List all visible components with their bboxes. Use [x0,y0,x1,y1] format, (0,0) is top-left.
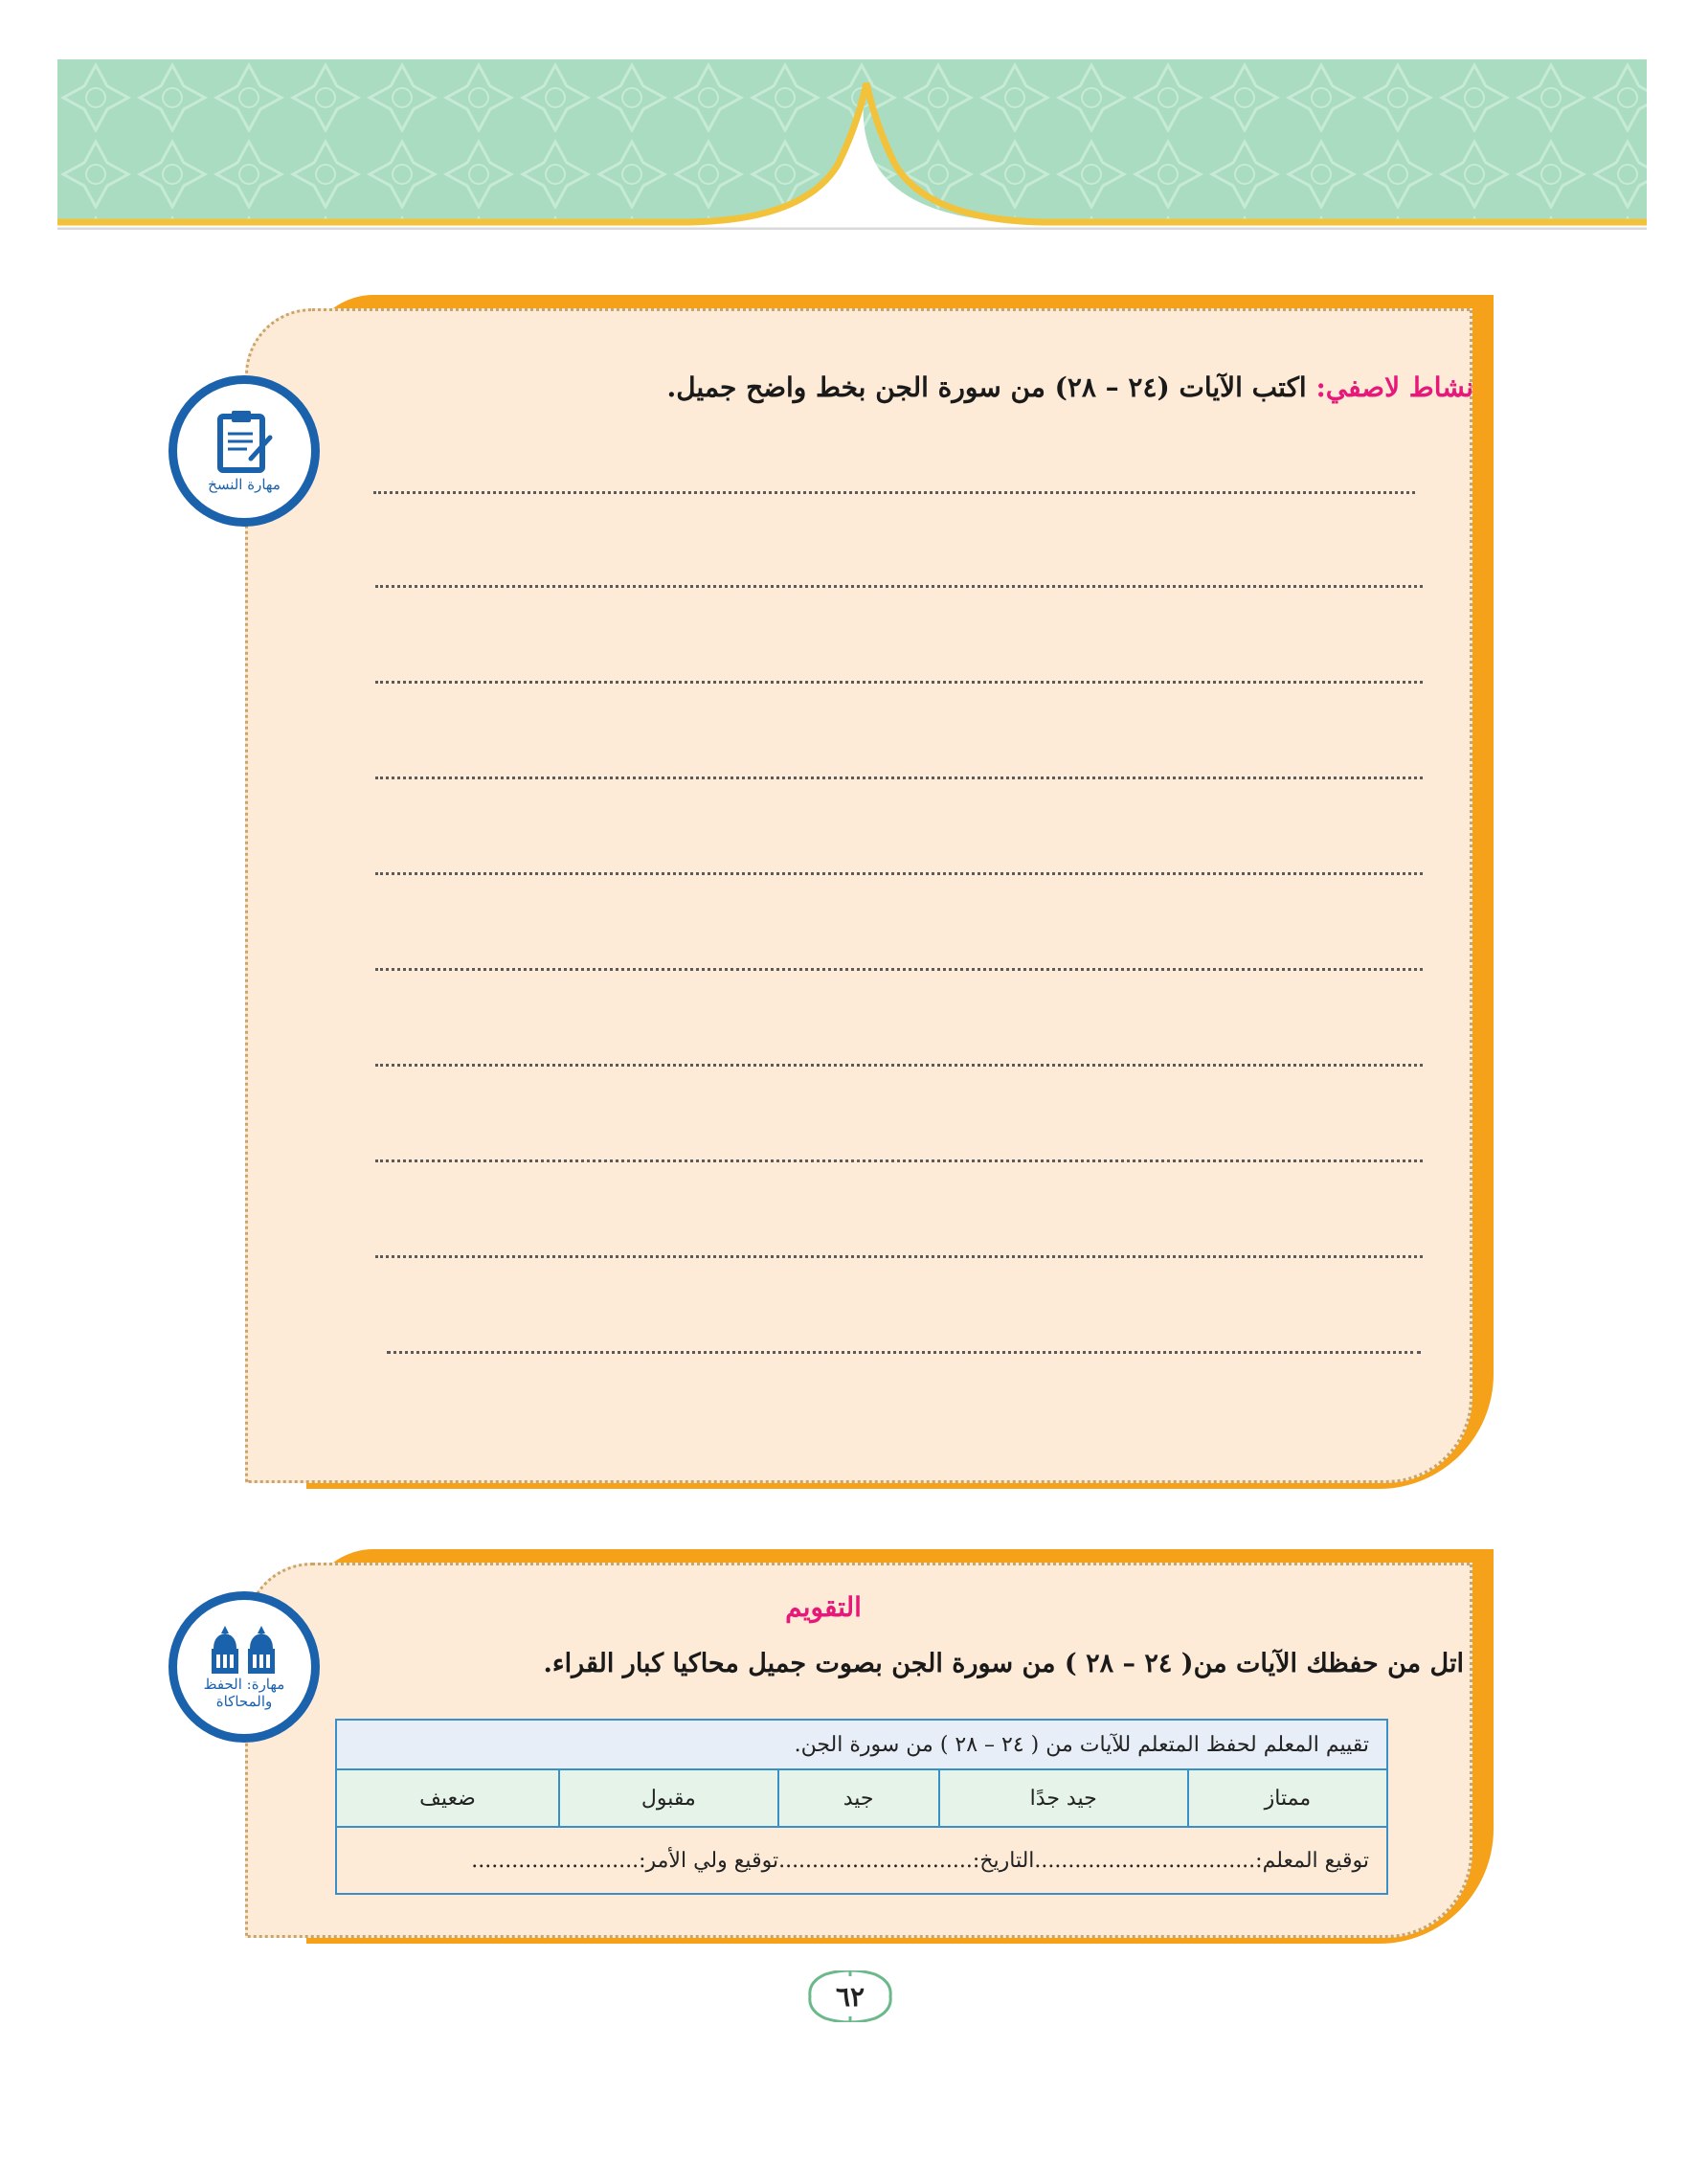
signatures-field[interactable]: توقيع المعلم:.................................التاريخ:.............................توقيع ولي الأمر:......................... [336,1827,1387,1894]
activity-title [325,371,1473,403]
writing-line[interactable] [375,777,1423,779]
grade-options-row [336,1769,1387,1827]
signatures-row [336,1827,1387,1894]
writing-line[interactable] [375,872,1423,875]
mosque-icon [206,1624,282,1676]
writing-line[interactable] [373,491,1415,494]
evaluation-instruction: اتل من حفظك الآيات من( ٢٤ – ٢٨ ) من سورة الجن بصوت جميل محاكيا كبار القراء. [543,1649,1464,1678]
header-banner [57,59,1647,230]
copy-skill-badge [169,375,320,527]
memorization-skill-badge [169,1591,320,1743]
writing-line[interactable] [375,585,1423,588]
grade-excellent[interactable]: ممتاز [1188,1769,1387,1827]
memorization-skill-label: مهارة: الحفظ والمحاكاة [203,1676,285,1710]
activity-card [245,308,1472,1483]
writing-line[interactable] [375,1159,1423,1162]
evaluation-heading: التقويم [785,1591,862,1623]
page-number-frame [806,1970,894,2022]
writing-line[interactable] [375,1255,1423,1258]
table-title-row [336,1720,1387,1769]
clipboard-pen-icon [214,409,274,476]
banner-ornament [57,59,1647,230]
grade-weak[interactable]: ضعيف [336,1769,559,1827]
grade-good[interactable]: جيد [778,1769,939,1827]
writing-line[interactable] [375,1064,1423,1067]
table-title: تقييم المعلم لحفظ المتعلم للآيات من ( ٢٤ – ٢٨ ) من سورة الجن. [336,1720,1387,1769]
activity-instruction: اكتب الآيات (٢٤ – ٢٨) من سورة الجن بخط واضح جميل. [666,371,1316,403]
grade-acceptable[interactable]: مقبول [559,1769,778,1827]
writing-line[interactable] [375,968,1423,971]
writing-line[interactable] [375,681,1423,684]
teacher-evaluation-table [335,1719,1388,1895]
activity-label: نشاط لاصفي: [1315,371,1473,403]
copy-skill-label: مهارة النسخ [208,476,281,493]
page-number: ٦٢ [835,1980,865,2013]
grade-very-good[interactable]: جيد جدًا [939,1769,1188,1827]
writing-line[interactable] [387,1351,1421,1354]
